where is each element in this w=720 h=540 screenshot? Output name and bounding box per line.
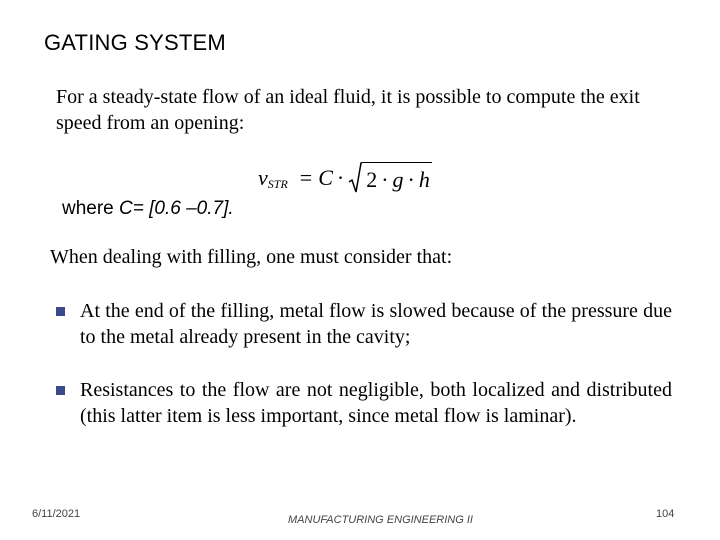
square-root — [348, 162, 432, 194]
bullet-text: Resistances to the flow are not negligible, both localized and distributed (this latter item is less important, since metal flow is laminar). — [80, 379, 672, 427]
where-clause — [62, 198, 234, 220]
slide-title: GATING SYSTEM — [44, 30, 226, 55]
radical-sign-icon — [348, 162, 362, 194]
footer-course: MANUFACTURING ENGINEERING II — [288, 514, 473, 526]
square-bullet-icon — [56, 307, 65, 316]
square-bullet-icon — [56, 386, 65, 395]
bullet-item — [56, 298, 672, 350]
bullet-text: At the end of the filling, metal flow is slowed because of the pressure due to the metal already present in the cavity; — [80, 300, 672, 348]
radicand-g: g — [392, 166, 404, 192]
radicand-two: 2 — [366, 166, 378, 192]
formula-equals: = — [299, 165, 313, 190]
formula-dot: · — [336, 165, 345, 190]
exit-speed-formula — [258, 158, 432, 198]
radicand-dot: · — [381, 166, 389, 192]
where-coefficient-range: C= [0.6 –0.7]. — [119, 198, 234, 219]
formula-lhs-subscript: STR — [267, 176, 288, 191]
radicand-dot: · — [407, 166, 415, 192]
intro-text: For a steady-state flow of an ideal fluid, it is possible to compute the exit speed from an opening: — [56, 86, 640, 134]
bullet-item — [56, 377, 672, 429]
lead-text: When dealing with filling, one must consider that: — [50, 246, 453, 268]
formula-lhs: v — [258, 165, 268, 190]
where-prefix: where — [62, 198, 120, 219]
page-number: 104 — [656, 508, 675, 520]
radicand-h: h — [418, 166, 430, 192]
radicand — [362, 162, 432, 194]
footer-date: 6/11/2021 — [32, 508, 81, 520]
formula-coefficient: C — [318, 165, 333, 190]
